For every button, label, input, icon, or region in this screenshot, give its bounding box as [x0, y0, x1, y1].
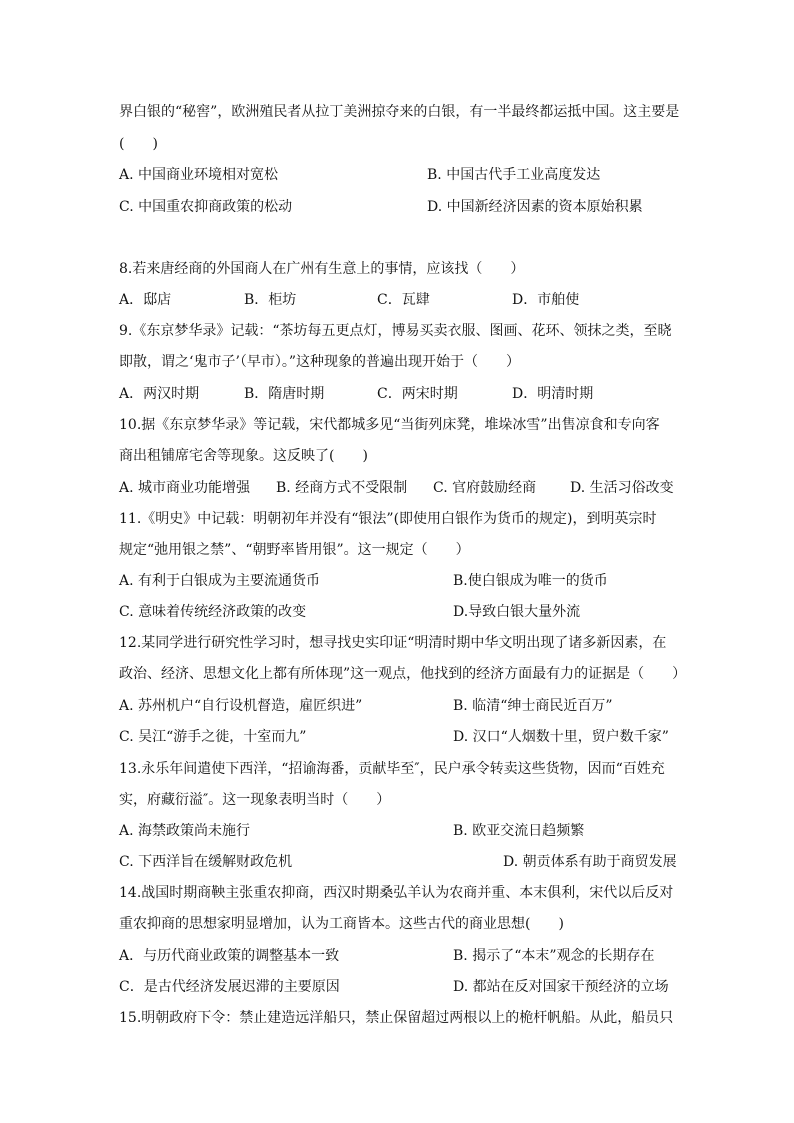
q14-option-d: D. 都站在反对国家干预经济的立场: [453, 979, 669, 995]
q14-stem-line1: 14.战国时期商鞅主张重农抑商，西汉时期桑弘羊认为农商并重、本末俱利，宋代以后反对: [119, 885, 674, 901]
q12-option-d: D. 汉口“人烟数十里，贸户数千家”: [453, 729, 669, 745]
q12-option-b: B. 临清“绅士商民近百万”: [453, 698, 613, 714]
q8-stem: 8.若来唐经商的外国商人在广州有生意上的事情，应该找（ ）: [119, 261, 525, 277]
q9-stem-line2: 即散，谓之‘鬼市子’（早市）。”这种现象的普遍出现开始于（ ）: [119, 354, 521, 370]
q7-option-d: D. 中国新经济因素的资本原始积累: [427, 199, 643, 215]
q11-option-c: C. 意味着传统经济政策的改变: [119, 604, 307, 620]
q7-option-a: A. 中国商业环境相对宽松: [119, 167, 279, 183]
q13-option-b: B. 欧亚交流日趋频繁: [453, 823, 585, 839]
q11-stem-line2: 规定“弛用银之禁”、“朝野率皆用银”。这一规定（ ）: [119, 542, 470, 558]
q13-option-d: D. 朝贡体系有助于商贸发展: [503, 854, 677, 870]
q12-option-c: C. 吴江“游手之徙，十室而九”: [119, 729, 307, 745]
q9-option-a: A．两汉时期: [119, 386, 200, 402]
q11-option-a: A. 有利于白银成为主要流通货币: [119, 573, 321, 589]
q9-option-d: D．明清时期: [512, 386, 594, 402]
q11-option-d: D.导致白银大量外流: [453, 604, 581, 620]
q8-option-a: A．邸店: [119, 292, 172, 308]
q8-option-b: B．柜坊: [244, 292, 297, 308]
q8-option-c: C．瓦肆: [377, 292, 430, 308]
q9-stem-line1: 9.《东京梦华录》记载：“茶坊每五更点灯，博易买卖衣服、图画、花环、领抹之类，至晓: [119, 323, 672, 339]
q7-stem-line2: ( ): [119, 136, 158, 152]
q8-option-d: D．市舶使: [512, 292, 580, 308]
q14-option-a: A．与历代商业政策的调整基本一致: [119, 948, 340, 964]
q7-option-b: B. 中国古代手工业高度发达: [427, 167, 601, 183]
q13-option-a: A. 海禁政策尚未施行: [119, 823, 251, 839]
q10-option-c: C. 官府鼓励经商: [433, 480, 537, 496]
q14-stem-line2: 重农抑商的思想家明显增加，认为工商皆本。这些古代的商业思想( ): [119, 916, 564, 932]
q12-stem-line2: 政治、经济、思想文化上都有所体现”这一观点，他找到的经济方面最有力的证据是（ ）: [119, 666, 687, 682]
q7-stem-line1: 界白银的“秘窖”，欧洲殖民者从拉丁美洲掠夺来的白银，有一半最终都运抵中国。这主要是: [119, 104, 680, 120]
q13-option-c: C. 下西洋旨在缓解财政危机: [119, 854, 293, 870]
q10-stem-line1: 10.据《东京梦华录》等记载，宋代都城多见“当街列床凳，堆垛冰雪”出售凉食和专向客: [119, 417, 660, 433]
q9-option-b: B．隋唐时期: [244, 386, 325, 402]
q12-option-a: A. 苏州机户“自行设机督造，雇匠织进”: [119, 698, 363, 714]
q7-option-c: C. 中国重农抑商政策的松动: [119, 199, 293, 215]
q10-option-a: A. 城市商业功能增强: [119, 480, 251, 496]
q10-option-b: B. 经商方式不受限制: [276, 480, 408, 496]
q13-stem-line2: 实，府藏衍溢″。这一现象表明当时（ ）: [119, 792, 391, 808]
q12-stem-line1: 12.某同学进行研究性学习时，想寻找史实印证“明清时期中华文明出现了诸多新因素，在: [119, 635, 667, 651]
q14-option-b: B. 揭示了“本末”观念的长期存在: [453, 948, 655, 964]
q9-option-c: C．两宋时期: [377, 386, 458, 402]
q11-stem-line1: 11.《明史》中记载：明朝初年并没有“银法”(即使用白银作为货币的规定)，到明英宗时: [119, 511, 657, 527]
q13-stem-line1: 13.永乐年间遣使下西洋，“招谕海番，贡献毕至″，民户承令转卖这些货物，因而“百姓充: [119, 761, 665, 777]
q15-stem-line1: 15.明朝政府下令：禁止建造远洋船只，禁止保留超过两根以上的桅杆帆船。从此，船员只: [119, 1010, 674, 1026]
q10-option-d: D. 生活习俗改变: [570, 480, 674, 496]
q11-option-b: B.使白银成为唯一的货币: [453, 573, 608, 589]
q10-stem-line2: 商出租铺席宅舍等现象。这反映了( ): [119, 448, 368, 464]
q14-option-c: C．是古代经济发展迟滞的主要原因: [119, 979, 340, 995]
